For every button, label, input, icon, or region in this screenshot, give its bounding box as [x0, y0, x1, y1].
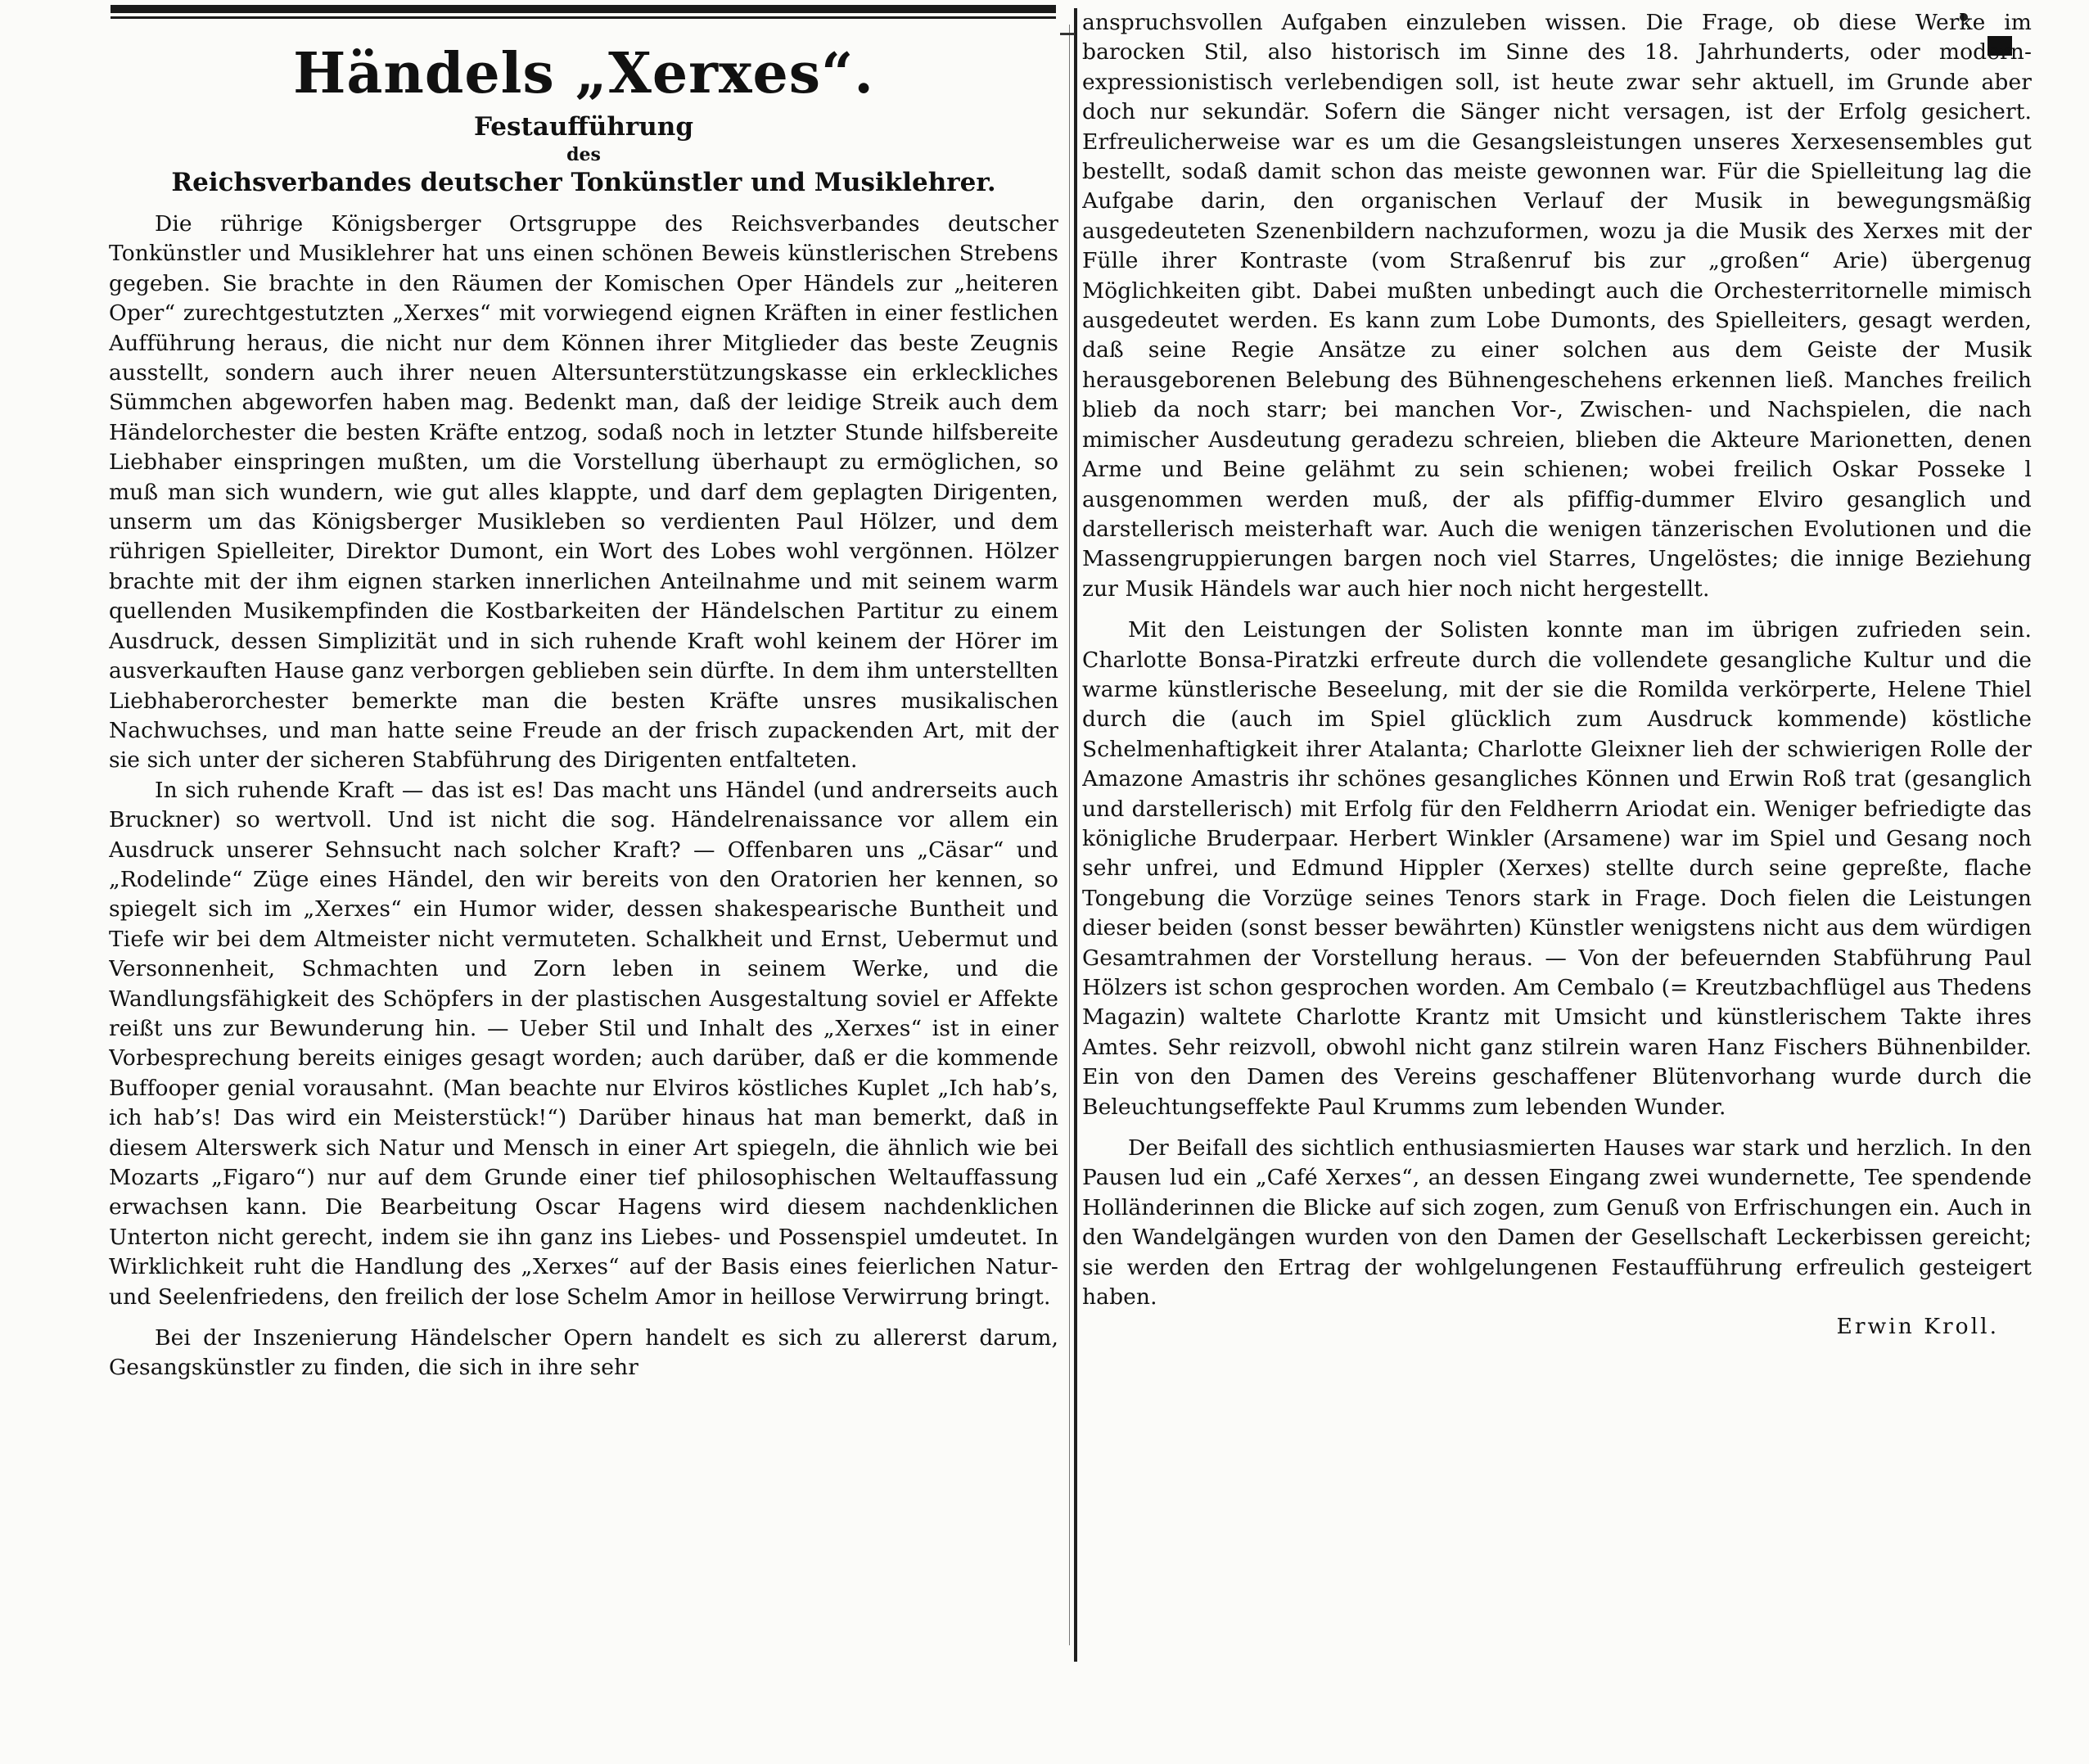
- column-separator-thin: [1069, 25, 1070, 1645]
- article-subtitle-2: des: [566, 144, 601, 165]
- left-paragraph-1: Die rührige Königsberger Ortsgruppe des Reichsverbandes deutscher Tonkünstler und Musiklehrer hat uns einen schönen Beweis künstlerischen Strebens gegeben. Sie brachte in den Räumen der Komischen Oper Händels zur „heiteren Oper“ zurechtgestutzten „Xerxes“ mit vorwiegend eignen Kräften in einer festlichen Aufführung heraus, die nicht nur dem Können ihrer Mitglieder das beste Zeugnis ausstellt, sondern auch ihrer neuen Altersunterstützungskasse ein erkleckliches Sümmchen abgeworfen haben mag. Bedenkt man, daß der leidige Streik auch dem Händelorchester die besten Kräfte entzog, sodaß noch in letzter Stunde hilfsbereite Liebhaber einspringen mußten, um die Vorstellung überhaupt zu ermöglichen, so muß man sich wundern, wie gut alles klappte, und darf dem geplagten Dirigenten, unserm um das Königsberger Musikleben so verdienten Paul Hölzer, und dem rührigen Spielleiter, Direktor Dumont, ein Wort des Lobes wohl vergönnen. Hölzer brachte mit der ihm eignen starken innerlichen Anteilnahme und mit seinem warm quellenden Musikempfinden die Kostbarkeiten der Händelschen Partitur zu einem Ausdruck, dessen Simplizität und in sich ruhende Kraft wohl keinem der Hörer im ausverkauften Hause ganz verborgen geblieben sein dürfte. In dem ihm unterstellten Liebhaberorchester bemerkte man die besten Kräfte unsres musikalischen Nachwuchses, und man hatte seine Freude an der frisch zupackenden Art, mit der sie sich unter der sicheren Stabführung des Dirigenten entfalteten.: [109, 211, 1058, 774]
- separator-dash: [1060, 33, 1075, 35]
- right-paragraph-2: Mit den Leistungen der Solisten konnte man im übrigen zufrieden sein. Charlotte Bonsa-Piratzki erfreute durch die vollendete gesangliche Kultur und die warme künstlerische Beseelung, mit der sie die Romilda verkörperte, Helene Thiel durch die (auch im Spiel glücklich zum Ausdruck kommende) köstliche Schelmenhaftigkeit ihrer Atalanta; Charlotte Gleixner lieh der schwierigen Rolle der Amazone Amastris ihr schönes gesangliches Können und Erwin Roß trat (gesanglich und darstellerisch) mit Erfolg für den Feldherrn Ariodat ein. Weniger befriedigte das königliche Bruderpaar. Herbert Winkler (Arsamene) war im Spiel und Gesang noch sehr unfrei, und Edmund Hippler (Xerxes) stellte durch seine gepreßte, flache Tongebung die Vorzüge seines Tenors stark in Frage. Doch fielen die Leistungen dieser beiden (sonst besser bewährten) Künstler wenigstens nicht aus dem würdigen Gesamtrahmen der Vorstellung heraus. — Von der befeuernden Stabführung Paul Hölzers ist schon gesprochen worden. Am Cembalo (= Kreutzbachflügel aus Thedens Magazin) waltete Charlotte Krantz mit Umsicht und künstlerischem Takte ihres Amtes. Sehr reizvoll, obwohl nicht ganz stilrein waren Hanz Fischers Bühnenbilder. Ein von den Damen des Vereins geschaffener Blütenvorhang wurde durch die Beleuchtungseffekte Paul Krumms zum lebenden Wunder.: [1082, 617, 2032, 1120]
- right-paragraph-3: Der Beifall des sichtlich enthusiasmierten Hauses war stark und herzlich. In den Pausen lud ein „Café Xerxes“, an dessen Eingang zwei wundernette, Tee spendende Holländerinnen die Blicke auf sich zogen, zum Genuß von Erfrischungen ein. Auch in den Wandelgängen wurden von den Damen der Gesellschaft Leckerbissen gereicht; sie werden den Ertrag der wohlgelungenen Festaufführung erfreulich gesteigert haben.: [1082, 1135, 2032, 1311]
- top-rule-thin: [111, 16, 1056, 19]
- author-signature: Erwin Kroll.: [1836, 1314, 1999, 1340]
- article-subtitle-3: Reichsverbandes deutscher Tonkünstler und Musiklehrer.: [171, 168, 996, 197]
- right-paragraph-1: anspruchsvollen Aufgaben einzuleben wissen. Die Frage, ob diese Werke im barocken Stil, also historisch im Sinne des 18. Jahrhunderts, oder modern-expressionistisch verlebendigen soll, ist heute zwar sehr aktuell, im Grunde aber doch nur sekundär. Sofern die Sänger nicht versagen, ist der Erfolg gesichert. Erfreulicherweise war es um die Gesangsleistungen unseres Xerxesensembles gut bestellt, sodaß damit schon das meiste gewonnen war. Für die Spielleitung lag die Aufgabe darin, den organischen Verlauf der Musik in bewegungsmäßig ausgedeuteten Szenenbildern nachzuformen, wozu ja die Musik des Xerxes mit der Fülle ihrer Kontraste (vom Straßenruf bis zur „großen“ Arie) übergenug Möglichkeiten gibt. Dabei mußten unbedingt auch die Orchesterritornelle mimisch ausgedeutet werden. Es kann zum Lobe Dumonts, des Spielleiters, gesagt werden, daß seine Regie Ansätze zu einer solchen aus dem Geiste der Musik herausgeborenen Belebung des Bühnengeschehens erkennen ließ. Manches freilich blieb da noch starr; bei manchen Vor-, Zwischen- und Nachspielen, die nach mimischer Ausdeutung geradezu schreien, blieben die Akteure Marionetten, denen Arme und Beine gelähmt zu sein schienen; wobei freilich Oskar Posseke l ausgenommen werden muß, der als pfiffig-dummer Elviro gesanglich und darstellerisch meisterhaft war. Auch die wenigen tänzerischen Evolutionen und die Massengruppierungen bargen noch viel Starres, Ungelöstes; die innige Beziehung zur Musik Händels war auch hier noch nicht hergestellt.: [1082, 10, 2032, 602]
- column-separator: [1074, 8, 1077, 1662]
- article-title: Händels „Xerxes“.: [293, 41, 874, 106]
- top-rule: [111, 5, 1056, 13]
- left-paragraph-3: Bei der Inszenierung Händelscher Opern handelt es sich zu allererst darum, Gesangskünstler zu finden, die sich in ihre sehr: [109, 1325, 1058, 1381]
- left-paragraph-2: In sich ruhende Kraft — das ist es! Das macht uns Händel (und andrerseits auch Bruckner) so wertvoll. Und ist nicht die sog. Händelrenaissance vor allem ein Ausdruck unserer Sehnsucht nach solcher Kraft? — Offenbaren uns „Cäsar“ und „Rodelinde“ Züge eines Händel, den wir bereits von den Oratorien her kennen, so spiegelt sich im „Xerxes“ ein Humor wider, dessen shakespearische Buntheit und Tiefe wir bei dem Altmeister nicht vermuteten. Schalkheit und Ernst, Uebermut und Versonnenheit, Schmachten und Zorn leben in seinem Werke, und die Wandlungsfähigkeit des Schöpfers in der plastischen Ausgestaltung soviel er Affekte reißt uns zur Bewunderung hin. — Ueber Stil und Inhalt des „Xerxes“ ist in einer Vorbesprechung bereits einiges gesagt worden; auch darüber, daß er die kommende Buffooper genial vorausahnt. (Man beachte nur Elviros köstliches Kuplet „Ich hab’s, ich hab’s! Das wird ein Meisterstück!“) Darüber hinaus hat man bemerkt, daß in diesem Alterswerk sich Natur und Mensch in einer Art spiegeln, die ähnlich wie bei Mozarts „Figaro“) nur auf dem Grunde einer tief philosophischen Weltauffassung erwachsen kann. Die Bearbeitung Oscar Hagens wird diesem nachdenklichen Unterton nicht gerecht, indem sie ihn ganz ins Liebes- und Possenspiel umdeutet. In Wirklichkeit ruht die Handlung des „Xerxes“ auf der Basis eines feierlichen Natur- und Seelenfriedens, den freilich der lose Schelm Amor in heillose Verwirrung bringt.: [109, 777, 1058, 1310]
- right-column: [1082, 8, 2032, 1645]
- left-column: [109, 33, 1058, 1662]
- article-subtitle-1: Festaufführung: [473, 112, 694, 142]
